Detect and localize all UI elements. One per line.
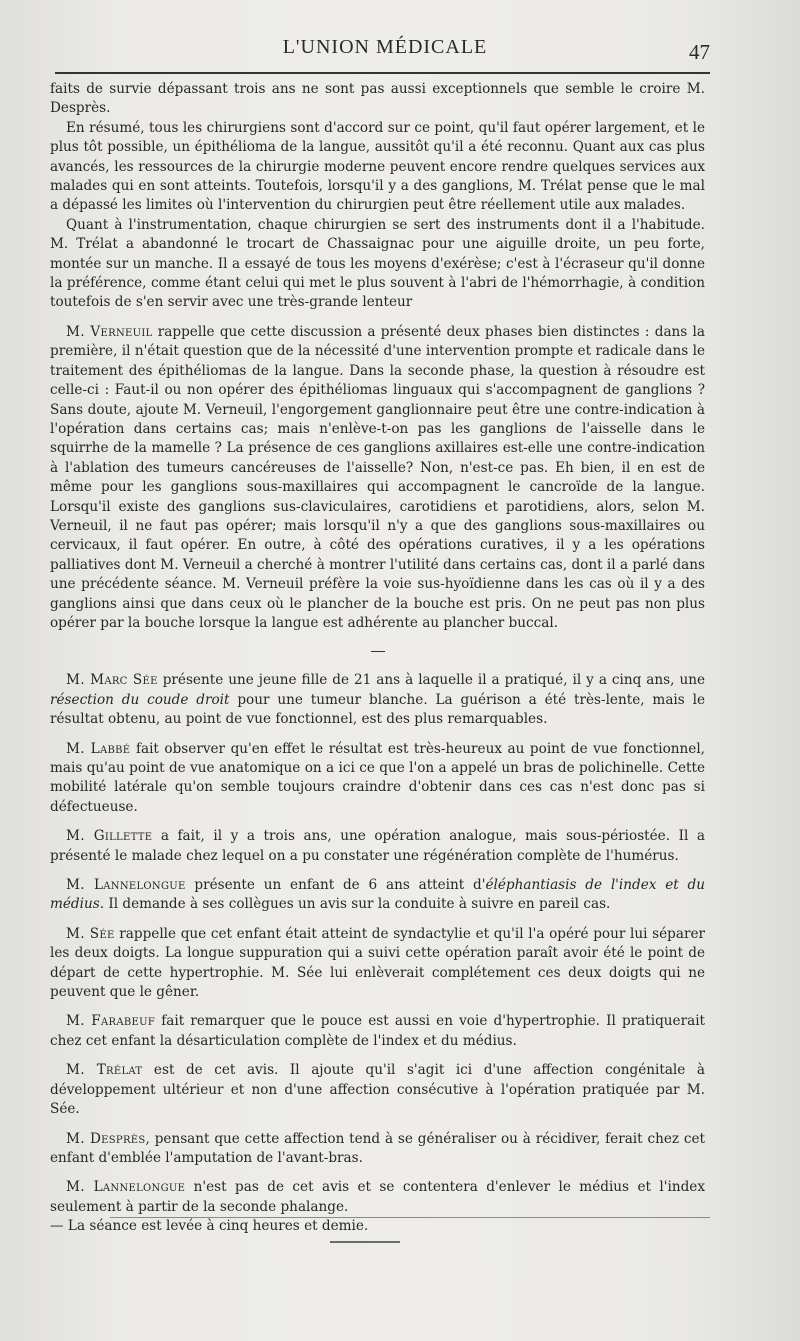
paragraph-text: fait observer qu'en effet le résultat est très-heureux au point de vue fonctionnel, mais qu'au point de vue anatomique on a ici ce que l'on a appelé un bras de polichinelle. Cette mobilité latérale qu'on semble toujours craindre d'obtenir dans ces cas n'est donc pas si défectueuse. bbox=[50, 740, 705, 815]
page-number: 47 bbox=[689, 40, 710, 64]
speaker-name: M. Trélat bbox=[66, 1062, 143, 1079]
paragraph-text: rappelle que cet enfant était atteint de syndactylie et qu'il l'a opéré pour lui séparer les deux doigts. La longue suppuration qui a suivi cette opération paraît avoir été le point de départ de cette hypertrophie. M. Sée lui enlèverait complétement ces deux doigts qui ne peuvent que le gêner. bbox=[50, 925, 705, 1001]
speaker-name: M. Farabeuf bbox=[66, 1013, 156, 1030]
header-rule bbox=[55, 72, 710, 74]
section-divider bbox=[371, 651, 385, 652]
paragraph-gillette bbox=[50, 827, 705, 866]
paragraph-lannelongue-reply bbox=[50, 1178, 705, 1217]
paragraph-verneuil bbox=[50, 323, 705, 634]
paragraph-text: a fait, il y a trois ans, une opération analogue, mais sous-périostée. Il a présenté le malade chez lequel on a pu constater une régénération complète de l'humérus. bbox=[50, 828, 705, 864]
paragraph-labbe bbox=[50, 740, 705, 818]
paragraph-see bbox=[50, 925, 705, 1003]
paragraph-continuation: faits de survie dépassant trois ans ne sont pas aussi exceptionnels que semble le croire M. Desprès. bbox=[50, 81, 705, 117]
paragraph-text: présente une jeune fille de 21 ans à laquelle il a pratiqué, il y a cinq ans, une bbox=[157, 672, 705, 689]
paragraph-text: rappelle que cette discussion a présenté deux phases bien distinctes : dans la première, il n'était question que de la nécessité d'une intervention prompte et radicale dans le traitement des épithéliomas de la langue. Dans la seconde phase, la question à résoudre est celle-ci : Faut-il ou non opérer des épithéliomas linguaux qui s'accompagnent de ganglions ? Sans doute, ajoute M. Verneuil, l'engorgement ganglionnaire peut être une contre-indication à l'opération dans certains cas; mais n'enlève-t-on pas les ganglions de l'aisselle dans le squirrhe de la mamelle ? La présence de ces ganglions axillaires est-elle une contre-indication à l'ablation des tumeurs cancéreuses de l'aisselle? Non, n'est-ce pas. Eh bien, il en est de même pour les ganglions sous-maxillaires qui accompagnent le cancroïde de la langue. Lorsqu'il existe des ganglions sus-claviculaires, carotidiens et parotidiens, alors, selon M. Verneuil, il ne faut pas opérer; mais lorsqu'il n'y a que des ganglions sous-maxillaires ou cervicaux, il faut opérer. En outre, à côté des opérations curatives, il y a les opérations palliatives dont M. Verneuil a cherché à montrer l'utilité dans certains cas, dont il a parlé dans une précédente séance. M. Verneuil préfère la voie sus-hyoïdienne dans les cas où il y a des ganglions ainsi que dans ceux où le plancher de la bouche est pris. On ne peut pas non plus opérer par la bouche lorsque la langue est adhérente au plancher buccal. bbox=[50, 323, 705, 631]
paragraph-text: , pensant que cette affection tend à se généraliser ou à récidiver, ferait chez cet enfant d'emblée l'amputation de l'avant-bras. bbox=[50, 1130, 705, 1166]
paragraph-italic: résection du coude droit bbox=[50, 691, 230, 708]
speaker-name: M. Desprès bbox=[66, 1130, 146, 1147]
speaker-name: M. Lannelongue bbox=[66, 877, 186, 894]
speaker-name: M. Lannelongue bbox=[66, 1179, 186, 1196]
paragraph-text: est de cet avis. Il ajoute qu'il s'agit ici d'une affection congénitale à développement ultérieur et non d'une affection consécutive à l'opération pratiquée par M. Sée. bbox=[50, 1062, 705, 1118]
paragraph-farabeuf bbox=[50, 1012, 705, 1051]
paragraph-trelat bbox=[50, 1061, 705, 1119]
speaker-name: M. Marc Sée bbox=[66, 672, 158, 689]
article-body bbox=[50, 80, 705, 1237]
paragraph-text: fait remarquer que le pouce est aussi en voie d'hypertrophie. Il pratiquerait chez cet enfant la désarticulation complète de l'index et du médius. bbox=[50, 1013, 706, 1049]
journal-title: L'UNION MÉDICALE bbox=[282, 36, 488, 58]
speaker-name: M. Verneuil bbox=[66, 323, 153, 340]
paragraph-instrumentation: Quant à l'instrumentation, chaque chirurgien se sert des instruments dont il a l'habitude. M. Trélat a abandonné le trocart de Chassaignac pour une aiguille droite, un peu forte, montée sur un manche. Il a essayé de tous les moyens d'exérèse; c'est à l'écraseur qu'il donne la préférence, comme étant celui qui met le plus souvent à l'abri de l'hémorrhagie, à condition toutefois de s'en servir avec une très-grande lenteur bbox=[50, 216, 705, 311]
speaker-name: M. Sée bbox=[66, 925, 115, 942]
paragraph-despres bbox=[50, 1130, 705, 1169]
running-head bbox=[60, 36, 710, 66]
footer-rule bbox=[110, 1217, 710, 1218]
paragraph-italic: éléphantiasis de l'index et du médius. bbox=[50, 877, 705, 913]
speaker-name: M. Gillette bbox=[66, 828, 153, 845]
paragraph-summary: En résumé, tous les chirurgiens sont d'accord sur ce point, qu'il faut opérer largement, et le plus tôt possible, un épithélioma de la langue, aussitôt qu'il a été reconnu. Quant aux cas plus avancés, les ressources de la chirurgie moderne peuvent encore rendre quelques services aux malades qui en sont atteints. Toutefois, lorsqu'il y a des ganglions, M. Trélat pense que le mal a dépassé les limites où l'intervention du chirurgien peut être réellement utile aux malades. bbox=[50, 119, 705, 214]
paragraph-text: pour une tumeur blanche. La guérison a été très-lente, mais le résultat obtenu, au point de vue fonctionnel, est des plus remarquables. bbox=[50, 691, 705, 728]
paragraph-text: Il demande à ses collègues un avis sur la conduite à suivre en pareil cas. bbox=[104, 896, 611, 913]
speaker-name: M. Labbé bbox=[66, 740, 131, 757]
paragraph-lannelongue bbox=[50, 876, 705, 915]
paragraph-text: présente un enfant de 6 ans atteint d' bbox=[185, 877, 486, 894]
session-closing: — La séance est levée à cinq heures et demie. bbox=[50, 1218, 369, 1235]
footer-rule bbox=[330, 1241, 400, 1243]
paragraph-text: n'est pas de cet avis et se contentera d'enlever le médius et l'index seulement à partir de la seconde phalange. bbox=[50, 1179, 705, 1215]
paragraph-marc-see bbox=[50, 671, 705, 729]
